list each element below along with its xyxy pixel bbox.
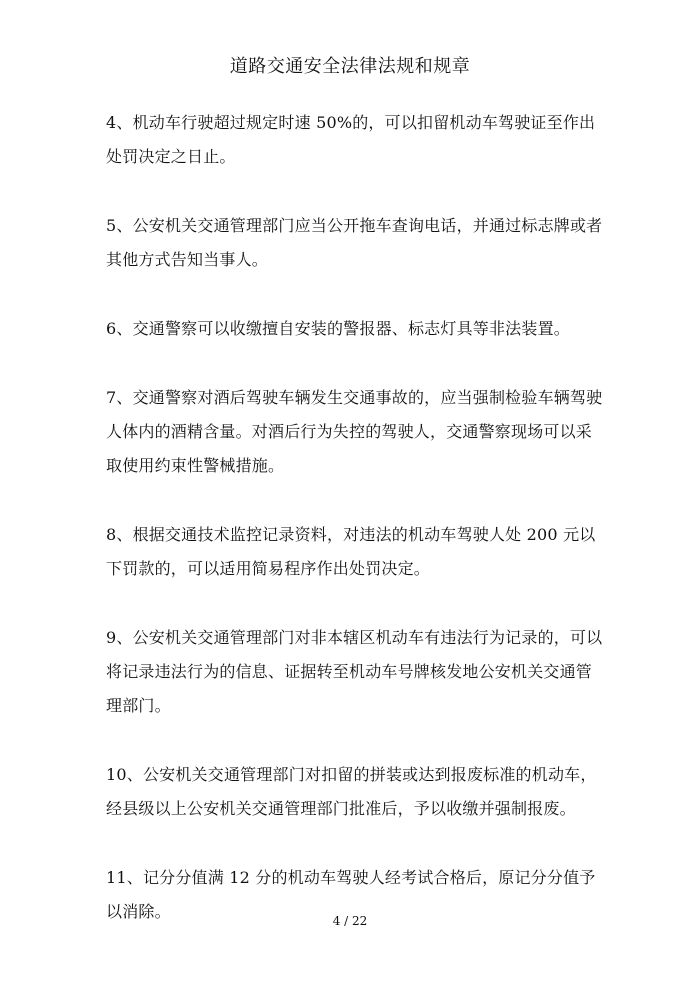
paragraph-item-6: 6、交通警察可以收缴擅自安装的警报器、标志灯具等非法装置。 [106, 319, 570, 338]
page-title: 道路交通安全法律法规和规章 [229, 56, 471, 77]
paragraph-item-4: 4、机动车行驶超过规定时速 50%的，可以扣留机动车驾驶证至作出处罚决定之日止。 [106, 113, 596, 166]
paragraph-item-10: 10、公安机关交通管理部门对扣留的拼装或达到报废标准的机动车，经县级以上公安机关交通管理部门批准后，予以收缴并强制报废。 [106, 765, 597, 818]
paragraph-item-11: 11、记分分值满 12 分的机动车驾驶人经考试合格后，原记分分值予以消除。 [106, 868, 596, 921]
page-number: 4 / 22 [332, 914, 368, 928]
paragraph-item-7: 7、交通警察对酒后驾驶车辆发生交通事故的，应当强制检验车辆驾驶人体内的酒精含量。对酒后行为失控的驾驶人，交通警察现场可以采取使用约束性警械措施。 [106, 388, 603, 475]
paragraph-item-8: 8、根据交通技术监控记录资料，对违法的机动车驾驶人处 200 元以下罚款的，可以适用简易程序作出处罚决定。 [106, 525, 596, 578]
paragraph-item-5: 5、公安机关交通管理部门应当公开拖车查询电话，并通过标志牌或者其他方式告知当事人。 [106, 216, 603, 269]
document-body [106, 106, 606, 964]
paragraph-item-9: 9、公安机关交通管理部门对非本辖区机动车有违法行为记录的，可以将记录违法行为的信息、证据转至机动车号牌核发地公安机关交通管理部门。 [106, 628, 603, 715]
